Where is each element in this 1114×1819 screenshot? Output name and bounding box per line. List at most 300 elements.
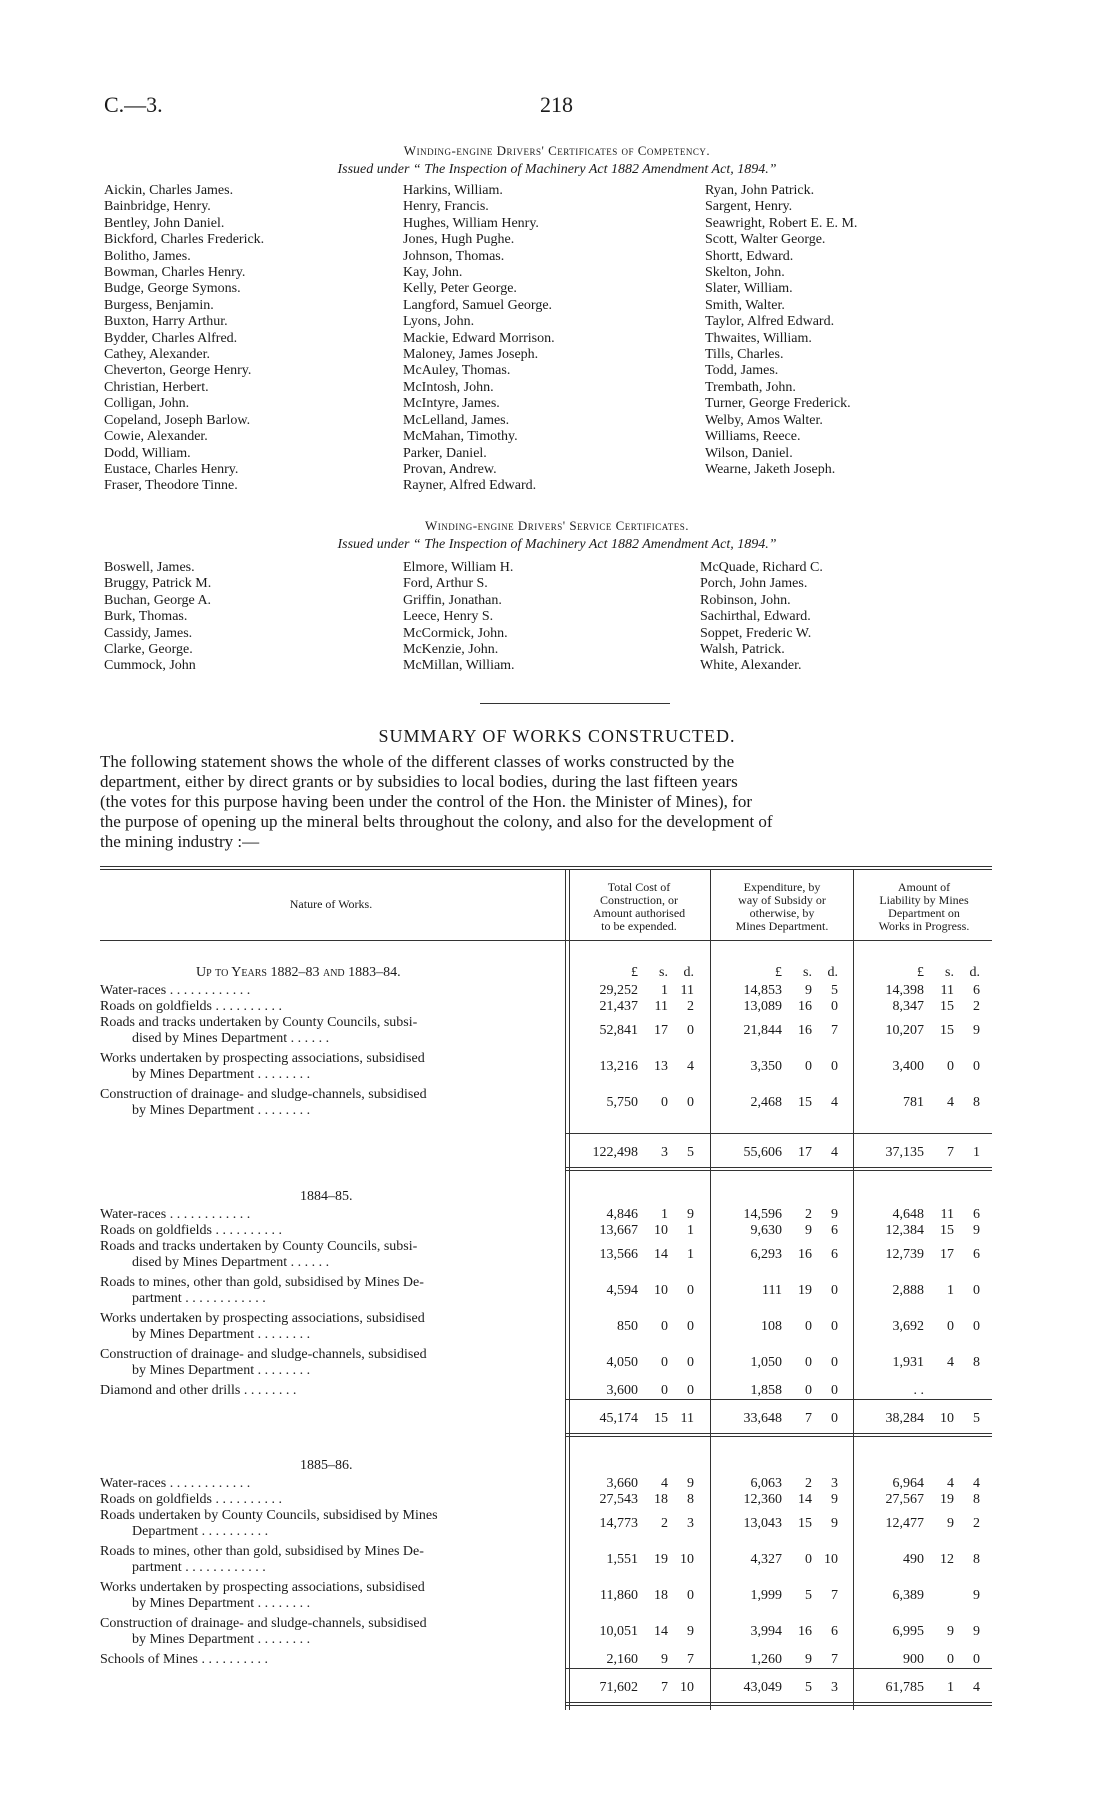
- money-part: 1: [687, 1223, 694, 1238]
- summary-title: SUMMARY OF WORKS CONSTRUCTED.: [378, 726, 736, 746]
- money-part: 1,931: [892, 1355, 924, 1370]
- certificate-holder-name: Clarke, George.: [104, 642, 193, 658]
- money-part: 6,995: [892, 1624, 924, 1639]
- money-part: 0: [805, 1383, 812, 1398]
- money-part: 3,660: [606, 1476, 638, 1491]
- expenditure-cell: [716, 1095, 838, 1111]
- money-part: 19: [940, 1492, 954, 1507]
- money-part: 5: [973, 1411, 980, 1426]
- label-line: Water-races . . . . . . . . . . . .: [100, 983, 251, 998]
- label-line: by Mines Department . . . . . . . .: [132, 1327, 311, 1342]
- money-part: 0: [831, 1411, 838, 1426]
- money-part: 0: [831, 1355, 838, 1370]
- money-part: 2,160: [606, 1652, 638, 1667]
- expenditure-cell: [716, 1247, 838, 1263]
- label-line: Water-races . . . . . . . . . . . .: [100, 1476, 251, 1491]
- money-part: 2: [687, 999, 694, 1014]
- money-part: s.: [659, 965, 668, 980]
- money-part: 0: [805, 1552, 812, 1567]
- certificate-holder-name: Rayner, Alfred Edward.: [403, 478, 537, 494]
- total-cost-cell: [572, 1476, 694, 1492]
- money-part: 2: [973, 1516, 980, 1531]
- liability-cell: [858, 1283, 980, 1299]
- money-part: 9: [805, 1652, 812, 1667]
- money-part: 111: [762, 1283, 782, 1298]
- expenditure-cell: [716, 1059, 838, 1075]
- service-names-col-3: [700, 560, 823, 675]
- money-part: 17: [798, 1145, 812, 1160]
- label-line: Construction of drainage- and sludge-channels, subsidised: [100, 1087, 427, 1102]
- money-part: 27,543: [599, 1492, 638, 1507]
- certificate-holder-name: Harkins, William.: [403, 183, 503, 198]
- certificate-holder-name: Christian, Herbert.: [104, 379, 209, 395]
- total-cost-cell: [572, 1223, 694, 1239]
- money-part: 11: [680, 1411, 694, 1426]
- certificate-holder-name: Ford, Arthur S.: [403, 576, 488, 592]
- works-row-label: [100, 1508, 562, 1540]
- money-part: 6: [831, 1223, 838, 1238]
- total-cost-cell: [572, 1516, 694, 1532]
- expenditure-cell: [716, 1283, 838, 1299]
- expenditure-cell: [716, 1223, 838, 1239]
- money-part: 1: [687, 1247, 694, 1262]
- money-part: 11: [680, 983, 694, 998]
- money-part: 0: [687, 1095, 694, 1110]
- expenditure-cell: [716, 983, 838, 999]
- money-part: 12,360: [743, 1492, 782, 1507]
- unit-header: [572, 965, 694, 981]
- money-part: 0: [831, 999, 838, 1014]
- money-part: 15: [940, 1223, 954, 1238]
- total-cost-cell: [572, 1283, 694, 1299]
- competency-names-col-3: [705, 183, 857, 478]
- money-part: 0: [661, 1355, 668, 1370]
- certificate-holder-name: McMahan, Timothy.: [403, 429, 518, 445]
- label-line: by Mines Department . . . . . . . .: [132, 1103, 311, 1118]
- certificate-holder-name: Kay, John.: [403, 265, 463, 281]
- money-part: 0: [973, 1283, 980, 1298]
- totals-rule: [565, 1399, 992, 1400]
- money-part: 15: [654, 1411, 668, 1426]
- money-part: 6,964: [892, 1476, 924, 1491]
- money-part: 8: [973, 1552, 980, 1567]
- money-part: 4: [973, 1680, 980, 1695]
- money-part: 3,692: [892, 1319, 924, 1334]
- label-line: dised by Mines Department . . . . . .: [132, 1255, 330, 1270]
- totals-rule: [565, 1167, 992, 1168]
- money-part: 4: [687, 1059, 694, 1074]
- header-total-cost: [570, 881, 708, 933]
- money-part: 9: [947, 1624, 954, 1639]
- money-part: 4: [661, 1476, 668, 1491]
- label-line: partment . . . . . . . . . . . .: [132, 1560, 266, 1575]
- money-part: 16: [798, 1023, 812, 1038]
- header-line: otherwise, by: [749, 906, 815, 920]
- total-cost-cell: [572, 999, 694, 1015]
- certificate-holder-name: Colligan, John.: [104, 396, 190, 412]
- money-part: 9: [973, 1023, 980, 1038]
- total-cost-cell: [572, 1624, 694, 1640]
- money-part: 55,606: [743, 1145, 782, 1160]
- money-part: 0: [805, 1059, 812, 1074]
- page-number: 218: [540, 92, 573, 117]
- money-part: 1,551: [606, 1552, 638, 1567]
- money-part: 1,858: [750, 1383, 782, 1398]
- certificate-holder-name: Williams, Reece.: [705, 429, 801, 445]
- money-part: 45,174: [599, 1411, 638, 1426]
- certificate-holder-name: Aickin, Charles James.: [104, 183, 234, 198]
- money-part: 490: [903, 1552, 924, 1567]
- service-names-col-1: [104, 560, 211, 675]
- label-line: partment . . . . . . . . . . . .: [132, 1291, 266, 1306]
- money-part: 4,594: [606, 1283, 638, 1298]
- total-cost-cell: [572, 983, 694, 999]
- money-part: d.: [969, 965, 980, 980]
- money-part: 61,785: [885, 1680, 924, 1695]
- section-total-expenditure: [716, 1411, 838, 1427]
- money-part: 9: [973, 1223, 980, 1238]
- header-line: Works in Progress.: [878, 919, 970, 933]
- section-total-expenditure: [716, 1145, 838, 1161]
- competency-title: Winding-engine Drivers' Certificates of Competency.: [403, 143, 711, 158]
- money-part: 4: [831, 1095, 838, 1110]
- certificate-holder-name: Burk, Thomas.: [104, 609, 188, 625]
- money-part: 15: [798, 1095, 812, 1110]
- certificate-holder-name: Smith, Walter.: [705, 297, 785, 313]
- money-part: 3,994: [750, 1624, 782, 1639]
- certificate-holder-name: Bainbridge, Henry.: [104, 199, 211, 215]
- money-part: 7: [661, 1680, 668, 1695]
- certificate-holder-name: Mackie, Edward Morrison.: [403, 330, 555, 346]
- works-row-label: [100, 1580, 562, 1612]
- certificate-holder-name: Budge, George Symons.: [104, 281, 241, 297]
- label-line: Diamond and other drills . . . . . . . .: [100, 1383, 297, 1398]
- certificate-holder-name: Skelton, John.: [705, 265, 785, 281]
- money-part: 850: [617, 1319, 638, 1334]
- total-cost-cell: [572, 1247, 694, 1263]
- totals-rule: [565, 1133, 992, 1134]
- money-part: 6: [973, 983, 980, 998]
- money-part: 4: [947, 1095, 954, 1110]
- certificate-holder-name: Fraser, Theodore Tinne.: [104, 478, 238, 494]
- label-line: Roads on goldfields . . . . . . . . . .: [100, 1223, 282, 1238]
- totals-rule: [565, 1170, 992, 1171]
- works-row-label: [100, 1087, 562, 1119]
- works-row-label: [100, 1207, 562, 1223]
- money-part: 15: [940, 1023, 954, 1038]
- header-line: Department on: [888, 906, 960, 920]
- total-cost-cell: [572, 1095, 694, 1111]
- money-part: 781: [903, 1095, 924, 1110]
- header-line: Expenditure, by: [743, 880, 821, 894]
- total-cost-cell: [572, 1059, 694, 1075]
- money-part: 2: [661, 1516, 668, 1531]
- unit-header: [716, 965, 838, 981]
- money-part: 4,846: [606, 1207, 638, 1222]
- money-part: 9: [973, 1588, 980, 1603]
- liability-cell: [858, 1492, 980, 1508]
- money-part: 0: [805, 1319, 812, 1334]
- liability-cell: [858, 1383, 980, 1399]
- expenditure-cell: [716, 1023, 838, 1039]
- money-part: 1: [661, 1207, 668, 1222]
- label-line: Schools of Mines . . . . . . . . . .: [100, 1652, 268, 1667]
- certificate-holder-name: Griffin, Jonathan.: [403, 592, 502, 608]
- certificate-holder-name: Buxton, Harry Arthur.: [104, 314, 228, 330]
- money-part: 0: [947, 1319, 954, 1334]
- money-part: 0: [973, 1652, 980, 1667]
- certificate-holder-name: Ryan, John Patrick.: [705, 183, 815, 198]
- money-part: 5: [687, 1145, 694, 1160]
- header-line: to be expended.: [601, 919, 677, 933]
- money-part: 9: [947, 1516, 954, 1531]
- works-row-label: [100, 1476, 562, 1492]
- money-part: 19: [798, 1283, 812, 1298]
- money-part: 6: [973, 1207, 980, 1222]
- money-part: 7: [687, 1652, 694, 1667]
- money-part: 2,888: [892, 1283, 924, 1298]
- money-part: 0: [687, 1283, 694, 1298]
- label-line: Roads to mines, other than gold, subsidised by Mines De-: [100, 1275, 424, 1290]
- money-part: 5: [805, 1588, 812, 1603]
- works-row-label: [100, 1051, 562, 1083]
- totals-rule: [565, 1433, 992, 1434]
- total-cost-cell: [572, 1552, 694, 1568]
- certificate-holder-name: Parker, Daniel.: [403, 445, 487, 461]
- liability-cell: [858, 1319, 980, 1335]
- liability-cell: [858, 1023, 980, 1039]
- label-line: Roads to mines, other than gold, subsidised by Mines De-: [100, 1544, 424, 1559]
- money-part: 14,398: [885, 983, 924, 998]
- money-part: 0: [661, 1383, 668, 1398]
- column-divider: [853, 870, 854, 1710]
- money-part: 0: [687, 1588, 694, 1603]
- certificate-holder-name: Cummock, John: [104, 658, 196, 674]
- liability-cell: [858, 1223, 980, 1239]
- certificate-holder-name: Boswell, James.: [104, 560, 195, 575]
- money-part: 4,327: [750, 1552, 782, 1567]
- money-part: 3: [661, 1145, 668, 1160]
- liability-cell: [858, 1355, 980, 1371]
- money-part: 10: [824, 1552, 838, 1567]
- money-part: 0: [661, 1319, 668, 1334]
- money-part: 1,260: [750, 1652, 782, 1667]
- money-part: 16: [798, 1624, 812, 1639]
- money-part: 7: [805, 1411, 812, 1426]
- money-part: 4: [947, 1355, 954, 1370]
- money-part: 13,043: [743, 1516, 782, 1531]
- money-part: 5: [831, 983, 838, 998]
- certificate-holder-name: Scott, Walter George.: [705, 232, 826, 248]
- certificate-holder-name: Jones, Hugh Pughe.: [403, 232, 515, 248]
- money-part: 108: [761, 1319, 782, 1334]
- certificate-holder-name: White, Alexander.: [700, 658, 802, 674]
- label-line: Roads on goldfields . . . . . . . . . .: [100, 1492, 282, 1507]
- section-total-expenditure: [716, 1680, 838, 1696]
- works-row-label: [100, 1616, 562, 1648]
- certificate-holder-name: Robinson, John.: [700, 592, 791, 608]
- money-part: 2,468: [750, 1095, 782, 1110]
- money-part: 1,050: [750, 1355, 782, 1370]
- intro-line: (the votes for this purpose having been under the control of the Hon. the Minister of Mines), for: [100, 792, 752, 811]
- money-part: 4: [947, 1476, 954, 1491]
- works-row-label: [100, 1239, 562, 1271]
- section-total-liability: [858, 1145, 980, 1161]
- money-part: 21,437: [599, 999, 638, 1014]
- totals-rule: [565, 1436, 992, 1437]
- money-part: 6,063: [750, 1476, 782, 1491]
- certificate-holder-name: Shortt, Edward.: [705, 248, 794, 264]
- expenditure-cell: [716, 1652, 838, 1668]
- money-part: 0: [805, 1355, 812, 1370]
- liability-cell: [858, 1552, 980, 1568]
- total-cost-cell: [572, 1588, 694, 1604]
- money-part: 12: [940, 1552, 954, 1567]
- total-cost-cell: [572, 1319, 694, 1335]
- certificate-holder-name: Johnson, Thomas.: [403, 248, 505, 264]
- liability-cell: [858, 1624, 980, 1640]
- intro-line: The following statement shows the whole of the different classes of works constructed by the: [100, 752, 735, 771]
- header-line: Construction, or: [600, 893, 678, 907]
- expenditure-cell: [716, 1383, 838, 1399]
- money-part: 15: [940, 999, 954, 1014]
- money-part: . .: [913, 1383, 924, 1398]
- page-reference: C.—3.: [104, 92, 163, 117]
- money-part: 0: [687, 1023, 694, 1038]
- works-row-label: [100, 1492, 562, 1508]
- competency-subtitle: Issued under “ The Inspection of Machinery Act 1882 Amendment Act, 1894.”: [337, 162, 777, 177]
- totals-rule: [565, 1705, 992, 1706]
- certificate-holder-name: Seawright, Robert E. E. M.: [705, 215, 858, 231]
- certificate-holder-name: McKenzie, John.: [403, 642, 499, 658]
- certificate-holder-name: Slater, William.: [705, 281, 793, 297]
- money-part: 0: [947, 1652, 954, 1667]
- certificate-holder-name: Copeland, Joseph Barlow.: [104, 412, 251, 428]
- expenditure-cell: [716, 1552, 838, 1568]
- money-part: 52,841: [599, 1023, 638, 1038]
- certificate-holder-name: Sachirthal, Edward.: [700, 609, 811, 625]
- works-row-label: [100, 1544, 562, 1576]
- money-part: 8: [973, 1095, 980, 1110]
- column-divider: [710, 870, 711, 1710]
- liability-cell: [858, 1516, 980, 1532]
- certificate-holder-name: Elmore, William H.: [403, 560, 514, 575]
- service-title: Winding-engine Drivers' Service Certificates.: [425, 518, 689, 533]
- certificate-holder-name: Soppet, Frederic W.: [700, 625, 812, 641]
- section-total-liability: [858, 1680, 980, 1696]
- label-line: Roads undertaken by County Councils, subsidised by Mines: [100, 1508, 438, 1523]
- money-part: 2: [805, 1207, 812, 1222]
- money-part: 13,566: [599, 1247, 638, 1262]
- total-cost-cell: [572, 1492, 694, 1508]
- header-line: Mines Department.: [735, 919, 829, 933]
- money-part: 10,207: [885, 1023, 924, 1038]
- money-part: d.: [827, 965, 838, 980]
- certificate-holder-name: Turner, George Frederick.: [705, 396, 851, 412]
- money-part: 13,089: [743, 999, 782, 1014]
- money-part: 18: [654, 1588, 668, 1603]
- table-top-rule-2: [100, 869, 992, 870]
- money-part: 15: [798, 1516, 812, 1531]
- money-part: 10: [654, 1223, 668, 1238]
- money-part: 16: [798, 1247, 812, 1262]
- money-part: 16: [798, 999, 812, 1014]
- money-part: 14,853: [743, 983, 782, 998]
- money-part: 8: [687, 1492, 694, 1507]
- money-part: 43,049: [743, 1680, 782, 1695]
- total-cost-cell: [572, 1652, 694, 1668]
- money-part: 5: [805, 1680, 812, 1695]
- money-part: £: [775, 965, 782, 980]
- money-part: 71,602: [599, 1680, 638, 1695]
- money-part: 10: [680, 1552, 694, 1567]
- money-part: 122,498: [592, 1145, 638, 1160]
- money-part: 9: [805, 1223, 812, 1238]
- certificate-holder-name: Porch, John James.: [700, 576, 808, 592]
- certificate-holder-name: Langford, Samuel George.: [403, 297, 553, 313]
- certificate-holder-name: Wilson, Daniel.: [705, 445, 793, 461]
- money-part: 27,567: [885, 1492, 924, 1507]
- header-line: Amount authorised: [592, 906, 686, 920]
- certificate-holder-name: Hughes, William Henry.: [403, 215, 539, 231]
- certificate-holder-name: Bolitho, James.: [104, 248, 191, 264]
- money-part: 9: [687, 1624, 694, 1639]
- money-part: 17: [940, 1247, 954, 1262]
- money-part: 4: [973, 1476, 980, 1491]
- totals-rule: [565, 1702, 992, 1703]
- service-names-col-2: [403, 560, 515, 675]
- liability-cell: [858, 1207, 980, 1223]
- works-row-label: [100, 1652, 562, 1668]
- label-line: Construction of drainage- and sludge-channels, subsidised: [100, 1616, 427, 1631]
- header-expenditure: [713, 881, 851, 933]
- certificate-holder-name: McLelland, James.: [403, 412, 510, 428]
- certificate-holder-name: Kelly, Peter George.: [403, 281, 517, 297]
- certificate-holder-name: McCormick, John.: [403, 625, 508, 641]
- label-line: by Mines Department . . . . . . . .: [132, 1596, 311, 1611]
- certificate-holder-name: Sargent, Henry.: [705, 199, 793, 215]
- certificate-holder-name: Maloney, James Joseph.: [403, 347, 539, 363]
- money-part: 7: [831, 1023, 838, 1038]
- money-part: 7: [831, 1588, 838, 1603]
- money-part: 11: [940, 983, 954, 998]
- money-part: 1: [661, 983, 668, 998]
- certificate-holder-name: McAuley, Thomas.: [403, 363, 511, 379]
- money-part: 10: [654, 1283, 668, 1298]
- expenditure-cell: [716, 1588, 838, 1604]
- label-line: by Mines Department . . . . . . . .: [132, 1067, 311, 1082]
- works-row-label: [100, 1223, 562, 1239]
- expenditure-cell: [716, 1624, 838, 1640]
- header-liability: [856, 881, 992, 933]
- money-part: 3,600: [606, 1383, 638, 1398]
- certificate-holder-name: Trembath, John.: [705, 379, 796, 395]
- money-part: 9: [687, 1207, 694, 1222]
- certificate-holder-name: Cassidy, James.: [104, 625, 193, 641]
- money-part: 8: [973, 1355, 980, 1370]
- label-line: Roads and tracks undertaken by County Councils, subsi-: [100, 1015, 418, 1030]
- liability-cell: [858, 1095, 980, 1111]
- header-line: Liability by Mines: [879, 893, 969, 907]
- money-part: 1: [973, 1145, 980, 1160]
- money-part: 33,648: [743, 1411, 782, 1426]
- section-title: 1884–85.: [300, 1189, 353, 1204]
- money-part: 10: [680, 1680, 694, 1695]
- table-top-rule: [100, 866, 992, 867]
- works-row-label: [100, 1275, 562, 1307]
- money-part: 14: [798, 1492, 812, 1507]
- certificate-holder-name: Cheverton, George Henry.: [104, 363, 252, 379]
